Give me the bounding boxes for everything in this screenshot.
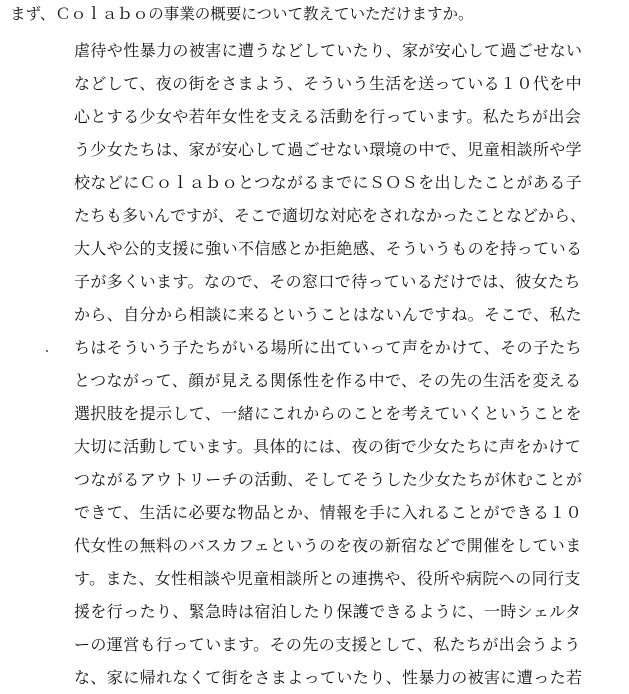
answer-line: う少女たちは、家が安心して過ごせない環境の中で、児童相談所や学 bbox=[74, 140, 583, 159]
answer-line: ーの運営も行っています。その先の支援として、私たちが出会うよう bbox=[74, 635, 581, 654]
answer-line: とつながって、顔が見える関係性を作る中で、その先の生活を変える bbox=[74, 371, 582, 390]
answer-line: たちも多いんですが、そこで適切な対応をされなかったことなどから、 bbox=[74, 206, 587, 225]
answer-line: 子が多くいます。なので、その窓口で待っているだけでは、彼女たち bbox=[74, 272, 581, 291]
answer-paragraph bbox=[74, 34, 614, 694]
answer-line: ちはそういう子たちがいる場所に出ていって声をかけて、その子たち bbox=[74, 338, 583, 357]
answer-line: 大人や公的支援に強い不信感とか拒絶感、そういうものを持っている bbox=[74, 239, 583, 258]
scan-speck bbox=[46, 350, 48, 352]
answer-line: 校などにＣｏｌａｂｏとつながるまでにＳＯＳを出したことがある子 bbox=[74, 173, 583, 192]
answer-line: 代女性の無料のバスカフェというのを夜の新宿などで開催をしていま bbox=[74, 536, 582, 555]
answer-line: な、家に帰れなくて街をさまよっていたり、性暴力の被害に遭った若 bbox=[74, 668, 583, 687]
answer-line: 選択肢を提示して、一緒にこれからのことを考えていくということを bbox=[74, 404, 583, 423]
question-text: まず、Ｃｏｌａｂｏの事業の概要について教えていただけますか。 bbox=[10, 5, 474, 23]
answer-line: す。また、女性相談や児童相談所との連携や、役所や病院への同行支 bbox=[74, 569, 581, 588]
answer-line: つながるアウトリーチの活動、そしてそうした少女たちが休むことが bbox=[74, 470, 583, 489]
answer-line: から、自分から相談に来るということはないんですね。そこで、私た bbox=[74, 305, 583, 324]
answer-line: 援を行ったり、緊急時は宿泊したり保護できるように、一時シェルタ bbox=[74, 602, 582, 621]
answer-line: 大切に活動しています。具体的には、夜の街で少女たちに声をかけて bbox=[74, 437, 582, 456]
answer-line: などして、夜の街をさまよう、そういう生活を送っている１０代を中 bbox=[74, 74, 583, 93]
answer-line: 虐待や性暴力の被害に遭うなどしていたり、家が安心して過ごせない bbox=[74, 41, 583, 60]
answer-line: できて、生活に必要な物品とか、情報を手に入れることができる１０ bbox=[74, 503, 583, 522]
answer-line: 心とする少女や若年女性を支える活動を行っています。私たちが出会 bbox=[74, 107, 582, 126]
